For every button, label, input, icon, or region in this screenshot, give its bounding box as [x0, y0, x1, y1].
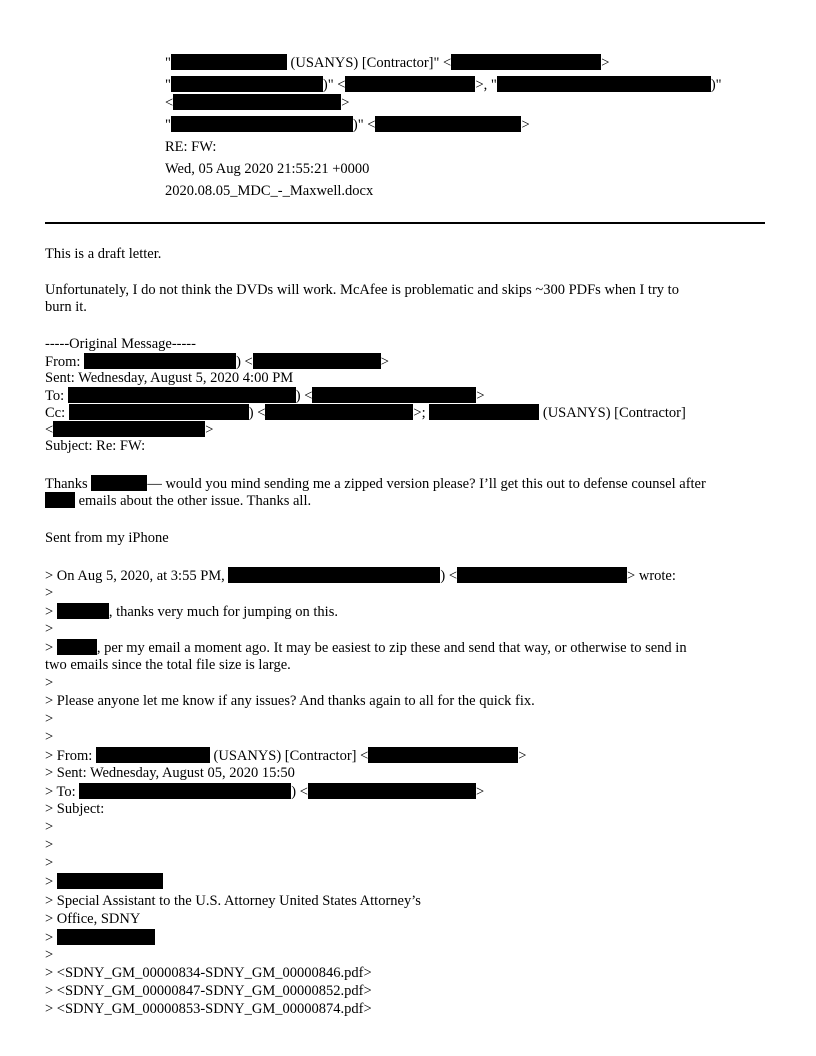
- redaction-block: [171, 116, 353, 132]
- orig-to-line: [45, 387, 485, 405]
- cc-mid: )" <: [352, 117, 376, 133]
- redaction-block: [84, 353, 236, 369]
- redaction-block: [312, 387, 476, 403]
- orig-cc-label: Cc:: [45, 405, 69, 421]
- body-paragraph: This is a draft letter.: [45, 246, 162, 262]
- from-quote: ": [165, 55, 171, 71]
- quote-marker: >: [45, 585, 54, 601]
- q-thanks-text: , thanks very much for jumping on this.: [108, 604, 338, 620]
- q-marker: >: [45, 604, 57, 620]
- quoted-from-line: [45, 747, 526, 765]
- quote-marker: >: [45, 837, 54, 853]
- to-mid2: >, ": [475, 77, 497, 93]
- quote-marker: >: [45, 711, 54, 727]
- to-line2-open: <: [165, 95, 174, 111]
- orig-from-mid: ) <: [236, 354, 253, 370]
- redaction-block: [57, 873, 163, 889]
- redaction-block: [69, 404, 249, 420]
- orig-cc-line-2: [45, 421, 213, 439]
- orig-from-line: [45, 353, 389, 371]
- date-value: Wed, 05 Aug 2020 21:55:21 +0000: [165, 161, 370, 177]
- q-to-label: > To:: [45, 784, 80, 800]
- quote-marker: >: [45, 675, 54, 691]
- quoted-to-line: [45, 783, 484, 801]
- body-paragraph: Unfortunately, I do not think the DVDs will work. McAfee is problematic and skips ~300 PDFs when I try to: [45, 282, 679, 298]
- q-per-text: , per my email a moment ago. It may be easiest to zip these and send that way, or otherwise to send in: [96, 640, 687, 656]
- quote-marker: >: [45, 947, 54, 963]
- redaction-block: [345, 76, 475, 92]
- quoted-attachment: > <SDNY_GM_00000847-SDNY_GM_00000852.pdf>: [45, 983, 372, 999]
- thanks-line2-text: emails about the other issue. Thanks all.: [75, 493, 312, 509]
- redaction-block: [173, 94, 341, 110]
- subject-value: RE: FW:: [165, 139, 217, 155]
- q-on-end: > wrote:: [627, 568, 676, 584]
- redaction-block: [497, 76, 711, 92]
- to-line2-close: >: [341, 95, 350, 111]
- quoted-on-line: [45, 567, 676, 585]
- header-divider: [45, 222, 765, 224]
- to-quote: ": [165, 77, 171, 93]
- orig-to-label: To:: [45, 388, 68, 404]
- to-mid: )" <: [322, 77, 346, 93]
- orig-cc-line: [45, 404, 686, 422]
- orig-from-label: From:: [45, 354, 85, 370]
- thanks-line: [45, 475, 706, 493]
- quote-marker: >: [45, 819, 54, 835]
- to-value-line2: [165, 94, 349, 112]
- quoted-title-line-2: > Office, SDNY: [45, 911, 141, 927]
- q-marker: >: [45, 874, 57, 890]
- quote-marker: >: [45, 729, 54, 745]
- quoted-subject-line: > Subject:: [45, 801, 105, 817]
- quoted-title-line: > Special Assistant to the U.S. Attorney United States Attorney’s: [45, 893, 421, 909]
- redaction-block: [429, 404, 539, 420]
- thanks-word: Thanks: [45, 476, 92, 492]
- redaction-block: [79, 783, 291, 799]
- redaction-block: [57, 603, 109, 619]
- redaction-block: [171, 76, 323, 92]
- sent-from-line: Sent from my iPhone: [45, 530, 169, 546]
- orig-subject-line: Subject: Re: FW:: [45, 438, 146, 454]
- original-message-header: -----Original Message-----: [45, 336, 196, 352]
- from-close: >: [601, 55, 610, 71]
- redaction-block: [57, 929, 155, 945]
- q-from-label: > From:: [45, 748, 96, 764]
- redaction-block: [228, 567, 440, 583]
- cc-close: >: [521, 117, 530, 133]
- quoted-per-line: [45, 639, 687, 657]
- orig-from-close: >: [380, 354, 389, 370]
- redaction-block: [171, 54, 287, 70]
- q-on-prefix: > On Aug 5, 2020, at 3:55 PM,: [45, 568, 229, 584]
- thanks-rest: — would you mind sending me a zipped version please? I’ll get this out to defense counsel after: [147, 476, 706, 492]
- orig-cc-semicolon: >;: [413, 405, 430, 421]
- redaction-block: [375, 116, 521, 132]
- orig-cc-org: (USANYS) [Contractor]: [539, 405, 686, 421]
- redaction-block: [308, 783, 476, 799]
- attachments-value: 2020.08.05_MDC_-_Maxwell.docx: [165, 183, 374, 199]
- redaction-block: [265, 404, 413, 420]
- quoted-per-line-2: two emails since the total file size is large.: [45, 657, 291, 673]
- quoted-sent-line: > Sent: Wednesday, August 05, 2020 15:50: [45, 765, 295, 781]
- thanks-line-2: [45, 492, 311, 510]
- quote-marker: >: [45, 855, 54, 871]
- orig-cc-line2-close: >: [205, 422, 214, 438]
- q-on-mid: ) <: [440, 568, 458, 584]
- redaction-block: [45, 492, 75, 508]
- quoted-attachment: > <SDNY_GM_00000834-SDNY_GM_00000846.pdf>: [45, 965, 372, 981]
- q-from-close: >: [518, 748, 527, 764]
- to-end: )": [710, 77, 722, 93]
- orig-sent-line: Sent: Wednesday, August 5, 2020 4:00 PM: [45, 370, 294, 386]
- orig-cc-mid: ) <: [248, 405, 266, 421]
- q-from-org: (USANYS) [Contractor] <: [209, 748, 369, 764]
- redaction-block: [96, 747, 210, 763]
- redaction-block: [57, 639, 97, 655]
- quoted-signature-name: [45, 873, 163, 891]
- redaction-block: [53, 421, 205, 437]
- q-marker: >: [45, 640, 57, 656]
- quoted-signature-contact: [45, 929, 155, 947]
- from-org: (USANYS) [Contractor]" <: [286, 55, 452, 71]
- q-to-close: >: [475, 784, 485, 800]
- quote-marker: >: [45, 621, 54, 637]
- redaction-block: [253, 353, 381, 369]
- orig-to-mid: ) <: [295, 388, 313, 404]
- redaction-block: [457, 567, 627, 583]
- cc-value: [165, 116, 530, 134]
- to-value: [165, 76, 722, 94]
- q-marker: >: [45, 930, 57, 946]
- redaction-block: [68, 387, 296, 403]
- body-paragraph: burn it.: [45, 299, 87, 315]
- redaction-block: [91, 475, 147, 491]
- orig-to-close: >: [476, 388, 485, 404]
- quoted-attachment: > <SDNY_GM_00000853-SDNY_GM_00000874.pdf>: [45, 1001, 372, 1017]
- cc-quote: ": [165, 117, 171, 133]
- quoted-please-line: > Please anyone let me know if any issues? And thanks again to all for the quick fix.: [45, 693, 535, 709]
- orig-cc-line2-open: <: [45, 422, 54, 438]
- redaction-block: [368, 747, 518, 763]
- quoted-thanks-line: [45, 603, 338, 621]
- q-to-mid: ) <: [291, 784, 308, 800]
- redaction-block: [451, 54, 601, 70]
- from-value: [165, 54, 609, 72]
